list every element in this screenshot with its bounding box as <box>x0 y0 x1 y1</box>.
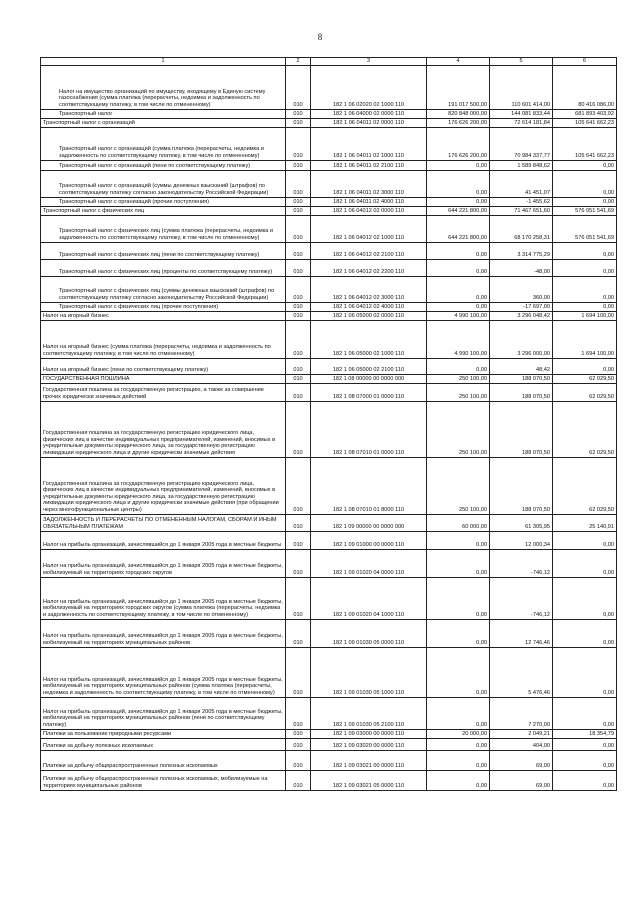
row-col5-cell: -1 455,62 <box>490 197 553 206</box>
table-row <box>41 577 617 619</box>
row-line-code-cell: 010 <box>286 697 311 729</box>
row-budget-code-cell: 182 1 08 07010 01 8000 110 <box>311 457 427 514</box>
table-row <box>41 302 617 311</box>
row-col5-cell: 70 984 337,77 <box>490 127 553 160</box>
row-col5-cell: 5 476,46 <box>490 647 553 697</box>
row-budget-code-cell: 182 1 08 00000 00 0000 000 <box>311 374 427 383</box>
row-budget-code-cell: 182 1 06 04000 02 0000 110 <box>311 109 427 118</box>
row-line-code-cell: 010 <box>286 160 311 170</box>
row-col5-cell: 72 614 181,84 <box>490 118 553 127</box>
row-col5-cell: 3 314 775,29 <box>490 242 553 259</box>
row-col6-cell: 0,00 <box>553 619 617 647</box>
table-row <box>41 320 617 358</box>
row-name-cell: Транспортный налог <box>41 109 286 118</box>
row-col6-cell: 0,00 <box>553 259 617 276</box>
row-budget-code-cell: 182 1 06 04012 02 2100 110 <box>311 242 427 259</box>
row-col5-cell: -17 697,00 <box>490 302 553 311</box>
row-col6-cell: 1 694 100,00 <box>553 320 617 358</box>
row-line-code-cell: 010 <box>286 514 311 531</box>
row-col5-cell: 12 746,46 <box>490 619 553 647</box>
row-name-cell: Налог на прибыль организаций, зачислявшийся до 1 января 2005 года в местные бюджеты <box>41 531 286 549</box>
row-col4-cell: 0,00 <box>427 276 490 302</box>
row-col6-cell: 576 051 541,69 <box>553 215 617 242</box>
row-line-code-cell: 010 <box>286 647 311 697</box>
row-line-code-cell: 010 <box>286 276 311 302</box>
row-col6-cell: 0,00 <box>553 531 617 549</box>
row-line-code-cell: 010 <box>286 358 311 374</box>
table-row <box>41 311 617 320</box>
revenue-table <box>40 57 617 791</box>
table-row <box>41 738 617 750</box>
row-budget-code-cell: 182 1 09 01030 05 1000 110 <box>311 647 427 697</box>
row-budget-code-cell: 182 1 06 04012 02 2200 110 <box>311 259 427 276</box>
row-col6-cell: 0,00 <box>553 738 617 750</box>
row-budget-code-cell: 182 1 06 05000 02 0000 110 <box>311 311 427 320</box>
row-line-code-cell: 010 <box>286 531 311 549</box>
row-name-cell: Транспортный налог с организаций <box>41 118 286 127</box>
row-col6-cell: 0,00 <box>553 358 617 374</box>
row-name-cell: Транспортный налог с физических лиц (сумма платежа (перерасчеты, недоимка и задолженность по соответствующему платежу, в том числе по отмененному) <box>41 215 286 242</box>
row-col4-cell: 0,00 <box>427 160 490 170</box>
row-col5-cell: 360,00 <box>490 276 553 302</box>
row-budget-code-cell: 182 1 09 03021 05 0000 110 <box>311 770 427 790</box>
row-name-cell: Государственная пошлина за государственную регистрацию, а также за совершение прочих юридически значимых действий <box>41 383 286 401</box>
row-col5-cell: 1 589 848,62 <box>490 160 553 170</box>
row-name-cell: Налог на прибыль организаций, зачислявшийся до 1 января 2005 года в местные бюджеты, мобилизуемый на территориях муниципальных районов <box>41 619 286 647</box>
table-row <box>41 647 617 697</box>
row-line-code-cell: 010 <box>286 197 311 206</box>
row-col4-cell: 60 000,00 <box>427 514 490 531</box>
table-row <box>41 697 617 729</box>
row-budget-code-cell: 182 1 09 00000 00 0000 000 <box>311 514 427 531</box>
column-header: 6 <box>553 58 617 66</box>
row-budget-code-cell: 182 1 06 04012 02 4000 110 <box>311 302 427 311</box>
row-budget-code-cell: 182 1 08 07000 01 0000 110 <box>311 383 427 401</box>
row-col4-cell: 0,00 <box>427 242 490 259</box>
row-col4-cell: 644 221 800,00 <box>427 206 490 215</box>
row-budget-code-cell: 182 1 09 01030 05 2100 110 <box>311 697 427 729</box>
row-col6-cell: 105 641 662,23 <box>553 127 617 160</box>
row-col6-cell: 0,00 <box>553 770 617 790</box>
row-line-code-cell: 010 <box>286 401 311 457</box>
row-col6-cell: 0,00 <box>553 170 617 197</box>
row-line-code-cell: 010 <box>286 619 311 647</box>
row-col5-cell: 41 451,07 <box>490 170 553 197</box>
row-col4-cell: 191 017 500,00 <box>427 65 490 109</box>
table-row <box>41 358 617 374</box>
row-name-cell: Налог на прибыль организаций, зачислявшийся до 1 января 2005 года в местные бюджеты, мобилизуемый на территориях муниципальных районов (сумма платежа (перерасчеты, недоимка и задолженность по соответствующему платежу, в том числе по отмененному) <box>41 647 286 697</box>
row-name-cell: Налог на прибыль организаций, зачислявшийся до 1 января 2005 года в местные бюджеты, мобилизуемый на территориях городских округов (сумма платежа (перерасчеты, недоимка и задолженность по соответствующему платежу, в том числе по отмененному) <box>41 577 286 619</box>
row-col4-cell: 0,00 <box>427 531 490 549</box>
row-col5-cell: 3 296 048,42 <box>490 311 553 320</box>
row-budget-code-cell: 182 1 06 05000 02 1000 110 <box>311 320 427 358</box>
row-col5-cell: 110 601 414,00 <box>490 65 553 109</box>
row-line-code-cell: 010 <box>286 750 311 770</box>
row-line-code-cell: 010 <box>286 109 311 118</box>
row-col5-cell: 48,42 <box>490 358 553 374</box>
row-col4-cell: 0,00 <box>427 738 490 750</box>
table-row <box>41 215 617 242</box>
table-row <box>41 549 617 577</box>
row-name-cell: Государственная пошлина за государственную регистрацию юридического лица, физических лиц в качестве индивидуальных предпринимателей, изменений, вносимых в учредительные документы юридического лица, за государственную регистрацию ликвидации юридического лица и другие юридически значимые действия (при обращении через многофункциональные центры) <box>41 457 286 514</box>
row-col6-cell: 62 029,50 <box>553 374 617 383</box>
row-budget-code-cell: 182 1 09 01020 04 0000 110 <box>311 549 427 577</box>
row-col4-cell: 0,00 <box>427 577 490 619</box>
table-row <box>41 197 617 206</box>
row-col5-cell: 188 070,50 <box>490 383 553 401</box>
row-col4-cell: 250 100,00 <box>427 374 490 383</box>
row-name-cell: Налог на имущество организаций по имуществу, входящему в Единую систему газоснабжения (сумма платежа (перерасчеты, недоимка и задолженность по соответствующему платежу, в том числе по отмененному) <box>41 65 286 109</box>
row-budget-code-cell: 182 1 09 01000 00 0000 110 <box>311 531 427 549</box>
row-col5-cell: 3 296 000,00 <box>490 320 553 358</box>
row-col6-cell: 681 893 403,92 <box>553 109 617 118</box>
row-col5-cell: -746,12 <box>490 577 553 619</box>
row-col6-cell: 18 354,79 <box>553 729 617 738</box>
row-line-code-cell: 010 <box>286 729 311 738</box>
row-budget-code-cell: 182 1 06 04011 02 4000 110 <box>311 197 427 206</box>
table-row <box>41 374 617 383</box>
table-row <box>41 750 617 770</box>
table-row <box>41 514 617 531</box>
table-body <box>41 65 617 790</box>
row-line-code-cell: 010 <box>286 770 311 790</box>
row-name-cell: Налог на игорный бизнес (пени по соответствующему платежу) <box>41 358 286 374</box>
row-budget-code-cell: 182 1 09 03021 00 0000 110 <box>311 750 427 770</box>
row-name-cell: Транспортный налог с организаций (пени по соответствующему платежу) <box>41 160 286 170</box>
row-col6-cell: 0,00 <box>553 302 617 311</box>
row-line-code-cell: 010 <box>286 374 311 383</box>
table-row <box>41 276 617 302</box>
row-col4-cell: 0,00 <box>427 619 490 647</box>
row-name-cell: Транспортный налог с физических лиц <box>41 206 286 215</box>
table-row <box>41 531 617 549</box>
row-line-code-cell: 010 <box>286 311 311 320</box>
row-col6-cell: 0,00 <box>553 242 617 259</box>
row-name-cell: Транспортный налог с физических лиц (прочие поступления) <box>41 302 286 311</box>
row-col5-cell: 68 170 258,31 <box>490 215 553 242</box>
row-name-cell: Налог на игорный бизнес (сумма платежа (перерасчеты, недоимка и задолженность по соответствующему платежу, в том числе по отмененному) <box>41 320 286 358</box>
table-row <box>41 109 617 118</box>
row-name-cell: Платежи за добычу общераспространенных полезных ископаемых, мобилизуемые на территориях муниципальных районов <box>41 770 286 790</box>
row-name-cell: Государственная пошлина за государственную регистрацию юридического лица, физических лиц в качестве индивидуальных предпринимателей, изменений, вносимых в учредительные документы юридического лица, за государственную регистрацию ликвидации юридического лица и другие юридически значимые действия <box>41 401 286 457</box>
row-col5-cell: 61 305,95 <box>490 514 553 531</box>
row-budget-code-cell: 182 1 06 04012 02 0000 110 <box>311 206 427 215</box>
row-col5-cell: 144 081 833,44 <box>490 109 553 118</box>
row-col6-cell: 0,00 <box>553 549 617 577</box>
row-budget-code-cell: 182 1 09 01020 04 1000 110 <box>311 577 427 619</box>
row-col5-cell: 188 070,50 <box>490 401 553 457</box>
row-col6-cell: 80 416 086,00 <box>553 65 617 109</box>
row-line-code-cell: 010 <box>286 242 311 259</box>
row-line-code-cell: 010 <box>286 118 311 127</box>
row-col6-cell: 62 029,50 <box>553 401 617 457</box>
row-budget-code-cell: 182 1 09 03020 00 0000 110 <box>311 738 427 750</box>
row-name-cell: Налог на прибыль организаций, зачислявшийся до 1 января 2005 года в местные бюджеты, мобилизуемый на территориях городских округов <box>41 549 286 577</box>
row-col4-cell: 0,00 <box>427 750 490 770</box>
row-col4-cell: 0,00 <box>427 647 490 697</box>
table-row <box>41 619 617 647</box>
row-col5-cell: 69,00 <box>490 750 553 770</box>
row-budget-code-cell: 182 1 06 04011 02 0000 110 <box>311 118 427 127</box>
row-col6-cell: 62 029,50 <box>553 457 617 514</box>
row-col6-cell: 0,00 <box>553 577 617 619</box>
row-col4-cell: 644 221 800,00 <box>427 215 490 242</box>
row-col4-cell: 20 000,00 <box>427 729 490 738</box>
row-line-code-cell: 010 <box>286 127 311 160</box>
table-row <box>41 259 617 276</box>
table-row <box>41 206 617 215</box>
row-line-code-cell: 010 <box>286 170 311 197</box>
row-col4-cell: 0,00 <box>427 197 490 206</box>
row-budget-code-cell: 182 1 06 05000 02 2100 110 <box>311 358 427 374</box>
row-line-code-cell: 010 <box>286 549 311 577</box>
row-name-cell: Платежи за добычу полезных ископаемых <box>41 738 286 750</box>
row-budget-code-cell: 182 1 09 01030 05 0000 110 <box>311 619 427 647</box>
row-col4-cell: 0,00 <box>427 549 490 577</box>
row-col5-cell: 188 070,50 <box>490 374 553 383</box>
row-name-cell: Транспортный налог с организаций (сумма платежа (перерасчеты, недоимка и задолженность по соответствующему платежу, в том числе по отмененному) <box>41 127 286 160</box>
table-row <box>41 127 617 160</box>
table-row <box>41 457 617 514</box>
row-name-cell: Транспортный налог с организаций (суммы денежных взысканий (штрафов) по соответствующему платежу согласно законодательству Российской Федерации) <box>41 170 286 197</box>
row-col6-cell: 0,00 <box>553 276 617 302</box>
row-col5-cell: -746,12 <box>490 549 553 577</box>
row-budget-code-cell: 182 1 06 04012 02 3000 110 <box>311 276 427 302</box>
table-row <box>41 770 617 790</box>
row-col5-cell: 404,00 <box>490 738 553 750</box>
column-header: 3 <box>311 58 427 66</box>
row-col4-cell: 0,00 <box>427 697 490 729</box>
table-row <box>41 170 617 197</box>
row-col6-cell: 62 029,50 <box>553 383 617 401</box>
row-col6-cell: 105 641 662,23 <box>553 118 617 127</box>
row-name-cell: Налог на игорный бизнес <box>41 311 286 320</box>
row-col5-cell: 2 049,21 <box>490 729 553 738</box>
row-name-cell: Транспортный налог с организаций (прочие поступления) <box>41 197 286 206</box>
row-col4-cell: 250 100,00 <box>427 383 490 401</box>
row-col4-cell: 0,00 <box>427 170 490 197</box>
row-col5-cell: 7 270,00 <box>490 697 553 729</box>
table-row <box>41 118 617 127</box>
row-line-code-cell: 010 <box>286 215 311 242</box>
row-col4-cell: 4 990 100,00 <box>427 311 490 320</box>
row-line-code-cell: 010 <box>286 383 311 401</box>
row-col4-cell: 0,00 <box>427 358 490 374</box>
page-number: 8 <box>317 32 323 42</box>
row-budget-code-cell: 182 1 06 04012 02 1000 110 <box>311 215 427 242</box>
row-col6-cell: 0,00 <box>553 750 617 770</box>
row-line-code-cell: 010 <box>286 457 311 514</box>
column-header: 5 <box>490 58 553 66</box>
row-line-code-cell: 010 <box>286 738 311 750</box>
row-col4-cell: 176 626 200,00 <box>427 127 490 160</box>
row-col4-cell: 250 100,00 <box>427 457 490 514</box>
row-budget-code-cell: 182 1 08 07010 01 0000 110 <box>311 401 427 457</box>
row-name-cell: Платежи за добычу общераспространенных полезных ископаемых <box>41 750 286 770</box>
row-name-cell: Транспортный налог с физических лиц (пени по соответствующему платежу) <box>41 242 286 259</box>
table-row <box>41 401 617 457</box>
row-col4-cell: 820 848 000,00 <box>427 109 490 118</box>
table-row <box>41 383 617 401</box>
column-header: 2 <box>286 58 311 66</box>
row-name-cell: ЗАДОЛЖЕННОСТЬ И ПЕРЕРАСЧЕТЫ ПО ОТМЕНЕННЫМ НАЛОГАМ, СБОРАМ И ИНЫМ ОБЯЗАТЕЛЬНЫМ ПЛАТЕЖАМ <box>41 514 286 531</box>
row-col4-cell: 0,00 <box>427 302 490 311</box>
row-col5-cell: -48,00 <box>490 259 553 276</box>
row-budget-code-cell: 182 1 06 04011 02 2100 110 <box>311 160 427 170</box>
column-header: 1 <box>41 58 286 66</box>
row-line-code-cell: 010 <box>286 302 311 311</box>
table-row <box>41 242 617 259</box>
row-line-code-cell: 010 <box>286 259 311 276</box>
row-name-cell: Налог на прибыль организаций, зачислявшийся до 1 января 2005 года в местные бюджеты, мобилизуемый на территориях муниципальных районов (пени по соответствующему платежу) <box>41 697 286 729</box>
row-col4-cell: 0,00 <box>427 259 490 276</box>
row-col6-cell: 0,00 <box>553 197 617 206</box>
column-header: 4 <box>427 58 490 66</box>
row-budget-code-cell: 182 1 09 03000 00 0000 110 <box>311 729 427 738</box>
row-name-cell: Транспортный налог с физических лиц (суммы денежных взысканий (штрафов) по соответствующему платежу согласно законодательству Российской Федерации) <box>41 276 286 302</box>
row-col6-cell: 576 051 541,69 <box>553 206 617 215</box>
row-col4-cell: 250 100,00 <box>427 401 490 457</box>
row-col5-cell: 12 000,34 <box>490 531 553 549</box>
row-col5-cell: 69,00 <box>490 770 553 790</box>
row-col4-cell: 4 990 100,00 <box>427 320 490 358</box>
row-col4-cell: 176 626 200,00 <box>427 118 490 127</box>
row-col4-cell: 0,00 <box>427 770 490 790</box>
row-budget-code-cell: 182 1 06 02020 02 1000 110 <box>311 65 427 109</box>
row-name-cell: Платежи за пользование природными ресурсами <box>41 729 286 738</box>
row-col6-cell: 25 140,91 <box>553 514 617 531</box>
table-row <box>41 729 617 738</box>
row-line-code-cell: 010 <box>286 65 311 109</box>
row-budget-code-cell: 182 1 06 04011 02 1000 110 <box>311 127 427 160</box>
row-name-cell: ГОСУДАРСТВЕННАЯ ПОШЛИНА <box>41 374 286 383</box>
row-col5-cell: 188 070,50 <box>490 457 553 514</box>
table-row <box>41 160 617 170</box>
row-col6-cell: 1 694 100,00 <box>553 311 617 320</box>
row-col5-cell: 71 467 651,60 <box>490 206 553 215</box>
row-budget-code-cell: 182 1 06 04011 02 3000 110 <box>311 170 427 197</box>
table-row <box>41 65 617 109</box>
row-name-cell: Транспортный налог с физических лиц (проценты по соответствующему платежу) <box>41 259 286 276</box>
row-line-code-cell: 010 <box>286 577 311 619</box>
row-line-code-cell: 010 <box>286 320 311 358</box>
row-col6-cell: 0,00 <box>553 160 617 170</box>
table-header-row <box>41 58 617 66</box>
row-col6-cell: 0,00 <box>553 647 617 697</box>
row-col6-cell: 0,00 <box>553 697 617 729</box>
row-line-code-cell: 010 <box>286 206 311 215</box>
